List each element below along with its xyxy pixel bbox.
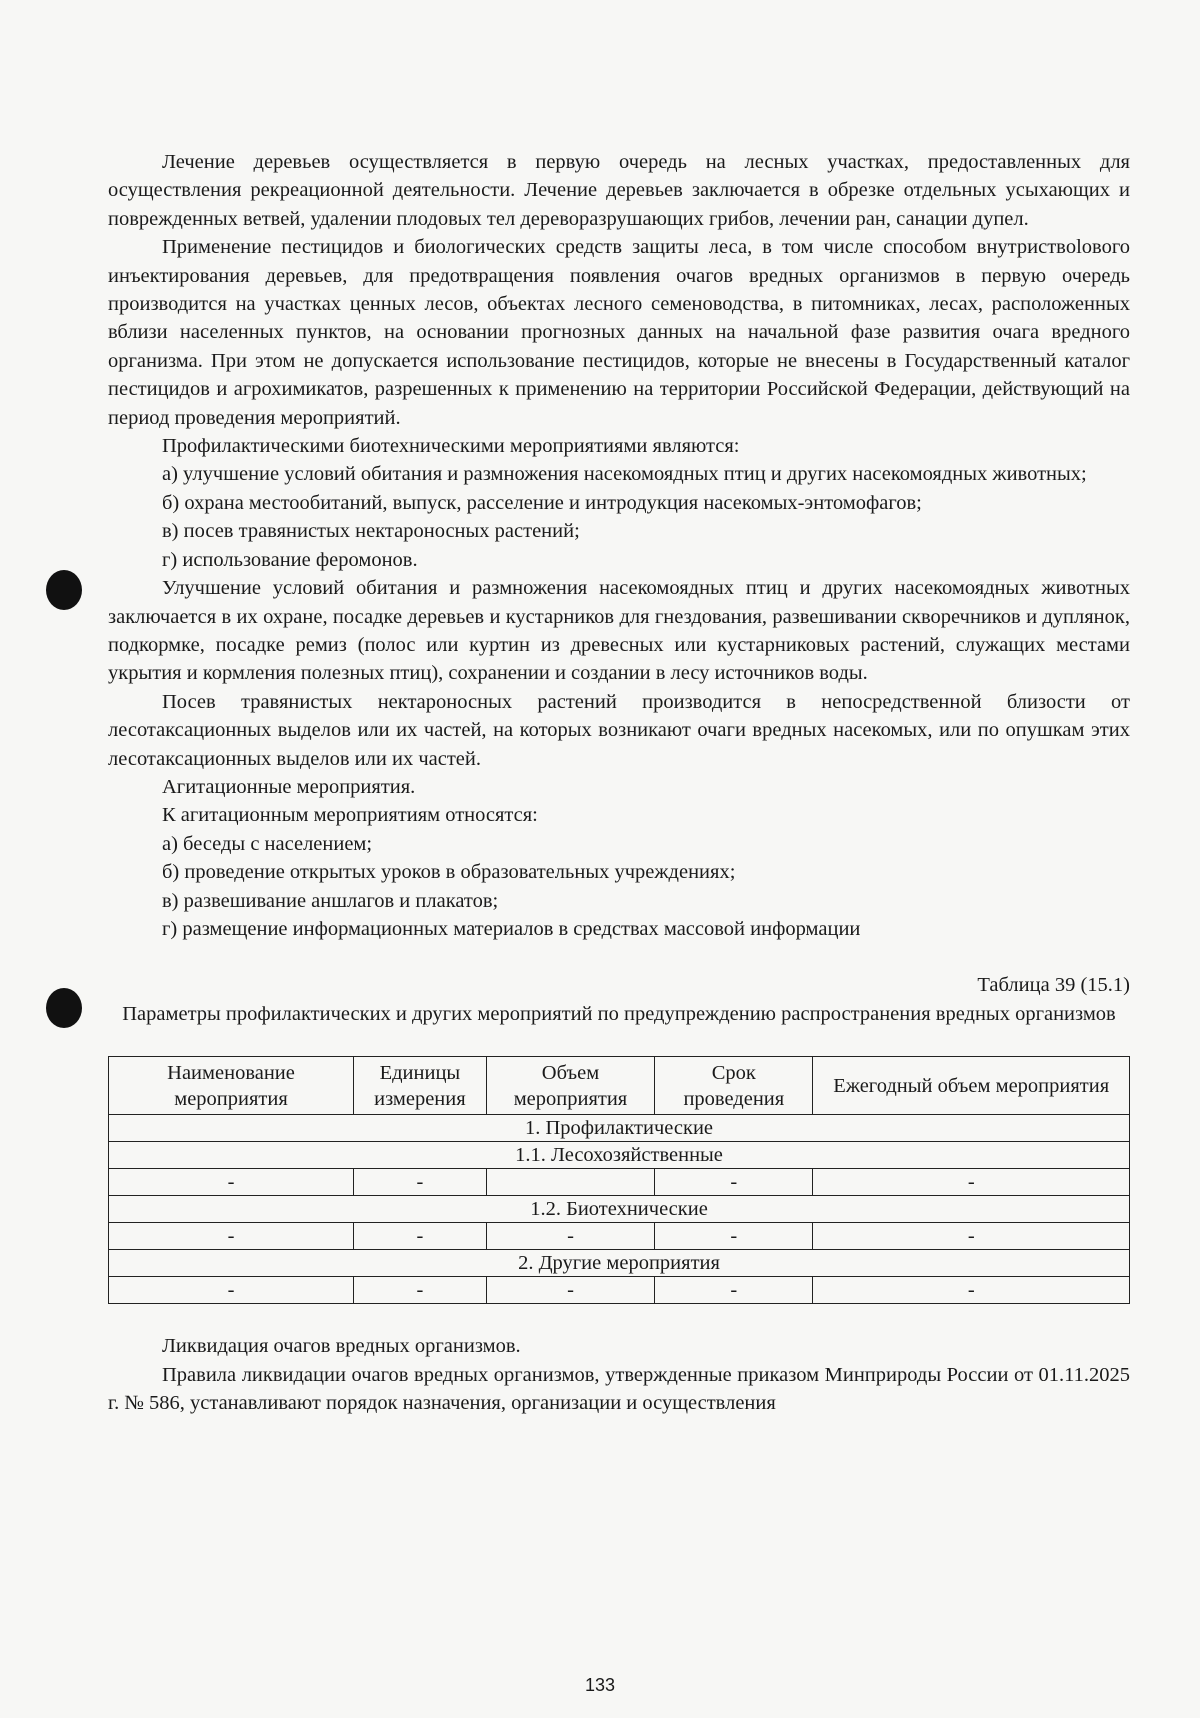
agitation-intro: К агитационным мероприятиям относятся:	[162, 804, 538, 827]
header-name: Наименование мероприятия	[109, 1057, 354, 1115]
section-title: 2. Другие мероприятия	[109, 1250, 1130, 1277]
header-units: Единицы измерения	[354, 1057, 487, 1115]
table-number: Таблица 39 (15.1)	[977, 974, 1130, 997]
paragraph-tree-treatment: Лечение деревьев осуществляется в первую очередь на лесных участках, предоставленных для осуществления рекреационной деятельности. Лечение деревьев заключается в обрезке отдельных усыхающих и поврежденных ветвей, удалении плодовых тел дереворазрушающих грибов, лечении ран, санации дупел.	[108, 151, 1130, 230]
punch-hole-bottom	[46, 988, 82, 1028]
table-cell: -	[813, 1223, 1130, 1250]
section-row	[109, 1250, 1130, 1277]
paragraph-liquidation: Правила ликвидации очагов вредных организмов, утвержденные приказом Минприроды России от 01.11.2025 г. № 586, устанавливают порядок назначения, организации и осуществления	[108, 1363, 1130, 1414]
table-cell: -	[655, 1169, 813, 1196]
header-annual-volume: Ежегодный объем мероприятия	[813, 1057, 1130, 1115]
agitation-item-b: б) проведение открытых уроков в образовательных учреждениях;	[162, 861, 736, 884]
header-volume: Объем мероприятия	[486, 1057, 654, 1115]
page-number: 133	[584, 1675, 616, 1695]
biotech-item-b: б) охрана местообитаний, выпуск, расселение и интродукция насекомых-энтомофагов;	[162, 491, 922, 514]
table-cell: -	[109, 1277, 354, 1304]
section-row	[109, 1115, 1130, 1142]
table-cell: -	[813, 1277, 1130, 1304]
biotech-item-d: г) использование феромонов.	[162, 548, 418, 571]
table-cell: -	[655, 1277, 813, 1304]
table-cell: -	[813, 1169, 1130, 1196]
section-row	[109, 1142, 1130, 1169]
table-cell: -	[354, 1169, 487, 1196]
section-title: 1.2. Биотехнические	[109, 1196, 1130, 1223]
section-row	[109, 1196, 1130, 1223]
table-row	[109, 1223, 1130, 1250]
table-cell: -	[486, 1223, 654, 1250]
section-title: 1. Профилактические	[109, 1115, 1130, 1142]
paragraph-birds: Улучшение условий обитания и размножения насекомоядных птиц и других насекомоядных животных заключается в их охране, посадке деревьев и кустарников для гнездования, развешивании скворечников и дуплянок, подкормке, посадке ремиз (полос или куртин из древесных или кустарниковых растений, служащих местами укрытия и кормления полезных птиц), сохранении и создании в лесу источников воды.	[108, 577, 1130, 685]
section-title: 1.1. Лесохозяйственные	[109, 1142, 1130, 1169]
punch-hole-top	[46, 570, 82, 610]
table-header-row	[109, 1057, 1130, 1115]
agitation-item-d: г) размещение информационных материалов в средствах массовой информации	[162, 917, 861, 940]
table-caption: Параметры профилактических и других мероприятий по предупреждению распространения вредных организмов	[122, 1002, 1116, 1025]
agitation-title: Агитационные мероприятия.	[162, 775, 416, 798]
table-cell: -	[109, 1223, 354, 1250]
liquidation-title: Ликвидация очагов вредных организмов.	[162, 1335, 521, 1358]
page-body	[108, 148, 1130, 1417]
measures-table	[108, 1056, 1130, 1304]
table-cell: -	[354, 1223, 487, 1250]
table-cell	[486, 1169, 654, 1196]
table-cell: -	[109, 1169, 354, 1196]
paragraph-nectar-plants: Посев травянистых нектароносных растений производится в непосредственной близости от лесотаксационных выделов или их частей, на которых возникают очаги вредных насекомых, или по опушкам этих лесотаксационных выделов или их частей.	[108, 690, 1130, 770]
table-cell: -	[655, 1223, 813, 1250]
table-cell: -	[486, 1277, 654, 1304]
table-row	[109, 1277, 1130, 1304]
agitation-item-c: в) развешивание аншлагов и плакатов;	[162, 889, 499, 912]
biotech-item-c: в) посев травянистых нектароносных растений;	[162, 520, 580, 543]
header-term: Срок проведения	[655, 1057, 813, 1115]
table-cell: -	[354, 1277, 487, 1304]
paragraph-pesticides: Применение пестицидов и биологических средств защиты леса, в том числе способом внутриствolового инъектирования деревьев, для предотвращения появления очагов вредных организмов в первую очередь производится на участках ценных лесов, объектах лесного семеноводства, в питомниках, лесах, расположенных вблизи населенных пунктов, на основании прогнозных данных на начальной фазе развития очага вредного организма. При этом не допускается использование пестицидов, которые не внесены в Государственный каталог пестицидов и агрохимикатов, разрешенных к применению на территории Российской Федерации, действующий на период проведения мероприятий.	[108, 236, 1130, 429]
biotech-item-a: а) улучшение условий обитания и размножения насекомоядных птиц и других насекомоядных животных;	[162, 463, 1087, 486]
table-row	[109, 1169, 1130, 1196]
agitation-item-a: а) беседы с населением;	[162, 832, 373, 855]
biotech-intro: Профилактическими биотехническими мероприятиями являются:	[162, 435, 740, 458]
